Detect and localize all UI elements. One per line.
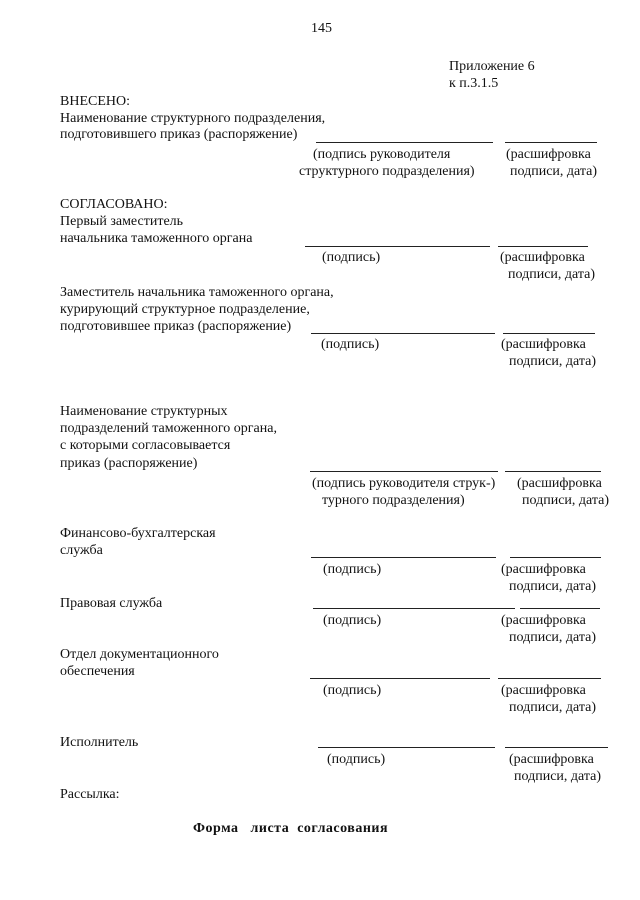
units-line2: подразделений таможенного органа, [60,421,277,436]
units-line1: Наименование структурных [60,404,228,419]
deputy-decoding-line [503,333,595,334]
units-line3: с которыми согласовывается [60,438,231,453]
introduced-line2: подготовившего приказ (распоряжение) [60,127,298,142]
executor-dec-label1: (расшифровка [509,752,594,767]
docs-decoding-line [498,678,601,679]
executor-decoding-line [505,747,608,748]
docs-dec-label1: (расшифровка [501,683,586,698]
introduced-sig-label2: структурного подразделения) [299,164,475,179]
deputy-line3: подготовившее приказ (распоряжение) [60,319,292,334]
units-dec-label2: подписи, дата) [522,493,610,508]
first-deputy-sig-label: (подпись) [322,250,381,265]
deputy-signature-line [311,333,495,334]
docs-line1: Отдел документационного [60,647,219,662]
finance-decoding-line [510,557,601,558]
deputy-line2: курирующий структурное подразделение, [60,302,310,317]
units-line4: приказ (распоряжение) [60,456,198,471]
legal-dec-label2: подписи, дата) [509,630,597,645]
deputy-dec-label2: подписи, дата) [509,354,597,369]
docs-line2: обеспечения [60,664,135,679]
units-sig-label2: турного подразделения) [322,493,465,508]
executor-dec-label2: подписи, дата) [514,769,602,784]
introduced-decoding-line [505,142,597,143]
first-deputy-line2: начальника таможенного органа [60,231,253,246]
executor-sig-label: (подпись) [327,752,386,767]
finance-dec-label2: подписи, дата) [509,579,597,594]
introduced-dec-label2: подписи, дата) [510,164,598,179]
legal-decoding-line [520,608,600,609]
finance-signature-line [311,557,496,558]
docs-signature-line [310,678,490,679]
distribution-label: Рассылка: [60,787,120,802]
introduced-dec-label1: (расшифровка [506,147,591,162]
finance-dec-label1: (расшифровка [501,562,586,577]
finance-line2: служба [60,543,103,558]
units-decoding-line [505,471,601,472]
first-deputy-dec-label1: (расшифровка [500,250,585,265]
introduced-signature-line [316,142,493,143]
form-title: Форма листа согласования [193,821,389,836]
legal-dec-label1: (расшифровка [501,613,586,628]
introduced-sig-label1: (подпись руководителя [313,147,451,162]
agreed-heading: СОГЛАСОВАНО: [60,197,168,212]
appendix-ref: к п.3.1.5 [449,76,499,91]
first-deputy-dec-label2: подписи, дата) [508,267,596,282]
finance-sig-label: (подпись) [323,562,382,577]
introduced-heading: ВНЕСЕНО: [60,94,130,109]
first-deputy-signature-line [305,246,490,247]
units-dec-label1: (расшифровка [517,476,602,491]
executor-line1: Исполнитель [60,735,139,750]
executor-signature-line [318,747,495,748]
units-signature-line [310,471,498,472]
first-deputy-line1: Первый заместитель [60,214,184,229]
docs-dec-label2: подписи, дата) [509,700,597,715]
legal-line1: Правовая служба [60,596,163,611]
legal-sig-label: (подпись) [323,613,382,628]
appendix-title: Приложение 6 [449,59,535,74]
units-sig-label1: (подпись руководителя струк-) [312,476,496,491]
deputy-line1: Заместитель начальника таможенного органа, [60,285,334,300]
first-deputy-decoding-line [498,246,588,247]
introduced-line1: Наименование структурного подразделения, [60,111,326,126]
deputy-dec-label1: (расшифровка [501,337,586,352]
finance-line1: Финансово-бухгалтерская [60,526,216,541]
deputy-sig-label: (подпись) [321,337,380,352]
page-number: 145 [311,21,332,36]
docs-sig-label: (подпись) [323,683,382,698]
legal-signature-line [313,608,515,609]
